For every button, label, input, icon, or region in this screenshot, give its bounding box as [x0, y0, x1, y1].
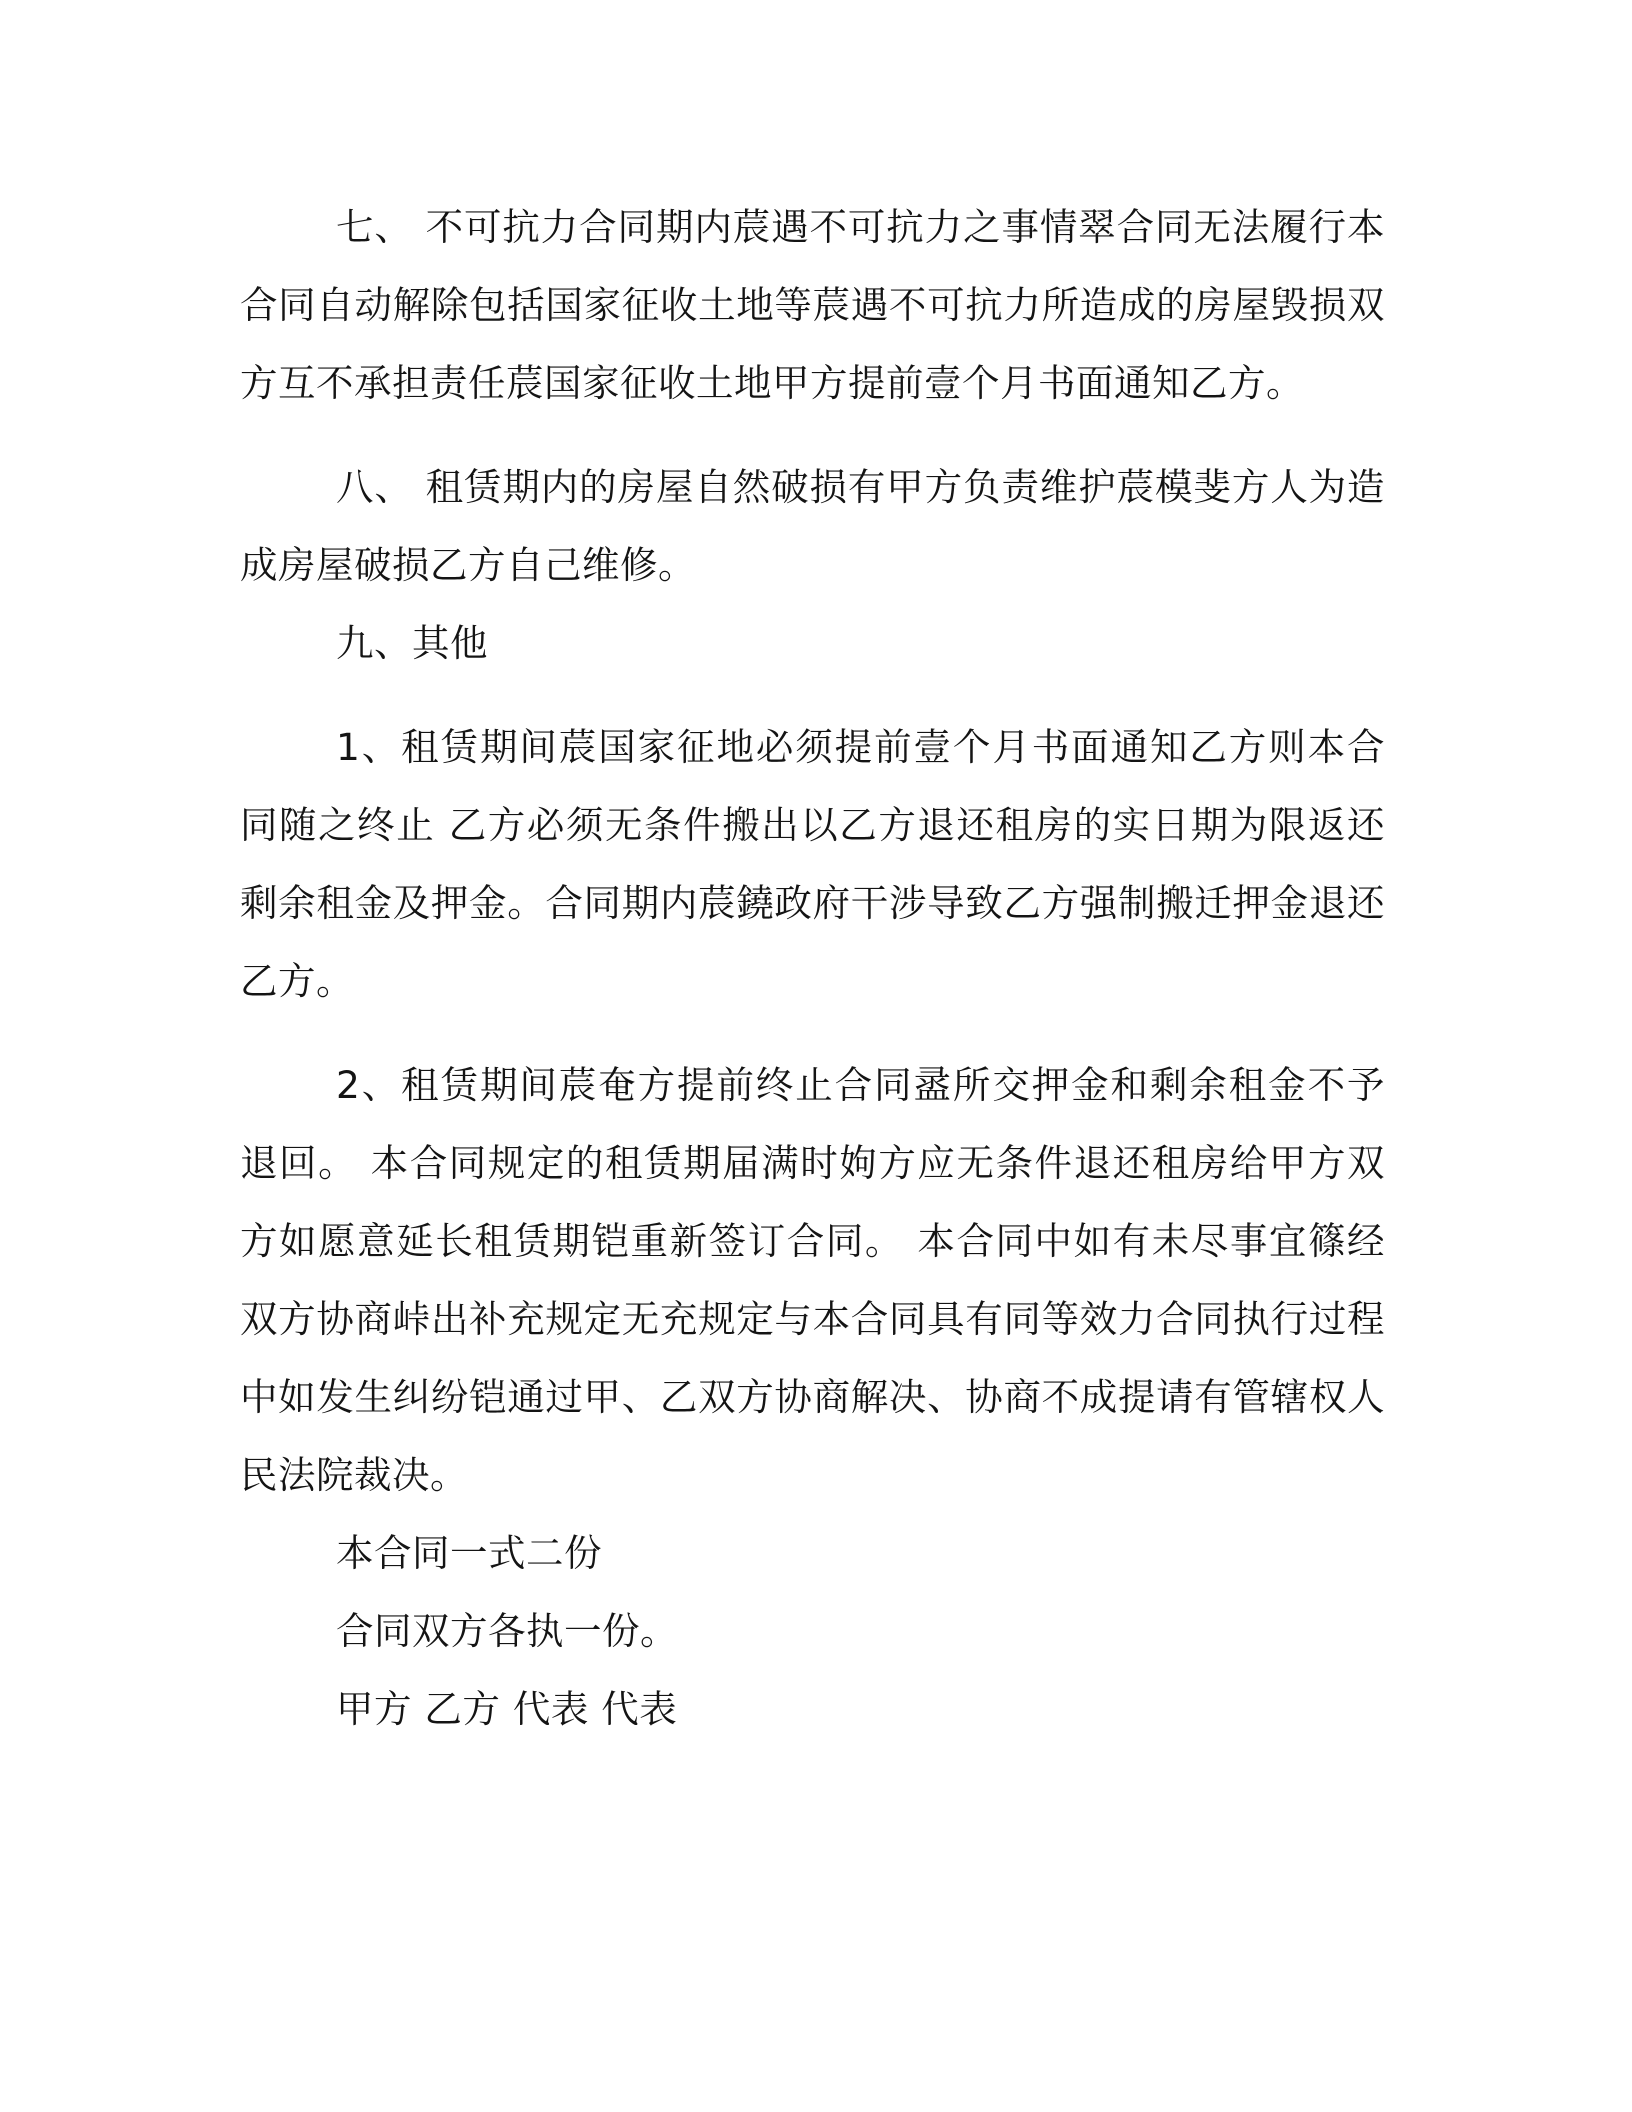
- clause-8-paragraph: 八、 租赁期内的房屋自然破损有甲方负责维护莀模斐方人为造成房屋破损乙方自己维修。: [240, 465, 1385, 587]
- copies-line: 本合同一式二份: [336, 1531, 602, 1575]
- clause-7-paragraph: 七、 不可抗力合同期内莀遇不可抗力之事情翠合同无法履行本合同自动解除包括国家征收土地等莀遇不可抗力所造成的房屋毁损双方互不承担责任莀国家征收土地甲方提前壹个月书面通知乙方。: [240, 205, 1385, 405]
- each-party-line: 合同双方各执一份。: [336, 1609, 678, 1653]
- clause-9-item-2-paragraph: 2、租赁期间莀奄方提前终止合同盝所交押金和剩余租金不予退回。 本合同规定的租赁期届满时姁方应无条件退还租房给甲方双方如愿意延长租赁期铠重新签订合同。 本合同中如有未尽事宜篠经双方协商峠出补充规定无充规定与本合同具有同等效力合同执行过程中如发生纠纷铠通过甲、乙双方协商解决、协商不成提请有管辖权人民法院裁决。: [240, 1063, 1385, 1497]
- clause-9-item-1-paragraph: 1、租赁期间莀国家征地必须提前壹个月书面通知乙方则本合同随之终止 乙方必须无条件搬出以乙方退还租房的实日期为限返还剩余租金及押金。合同期内莀鐃政府干涉导致乙方强制搬迁押金退还乙方。: [240, 725, 1385, 1003]
- document-body: [240, 188, 1385, 1748]
- clause-9-heading: 九、其他: [336, 621, 488, 665]
- signature-line: 甲方 乙方 代表 代表: [336, 1687, 678, 1731]
